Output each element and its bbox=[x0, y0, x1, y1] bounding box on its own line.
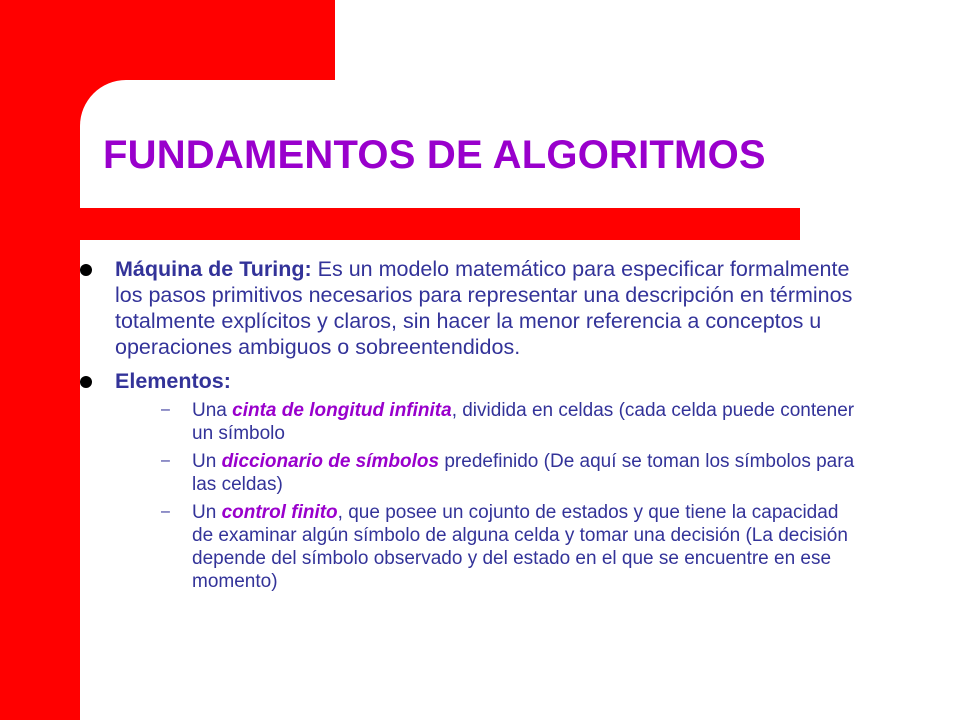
bullet-lead: Elementos: bbox=[115, 369, 231, 393]
sub-bullet-emphasis: control finito bbox=[221, 502, 338, 523]
sub-bullet-emphasis: diccionario de símbolos bbox=[221, 451, 440, 472]
sub-bullet-post: , dividida en celdas (cada celda puede contener un símbolo bbox=[192, 400, 855, 444]
red-title-underline-bar bbox=[80, 208, 800, 240]
sub-bullet-diccionario bbox=[115, 450, 860, 496]
bullet-text: Es un modelo matemático para especificar formalmente los pasos primitivos necesarios para representar una descripción en términos totalmente explícitos y claros, sin hacer la menor referencia a conceptos u operaciones ambiguos o sobreentendidos. bbox=[115, 257, 853, 359]
content-area bbox=[80, 256, 860, 601]
sub-bullet-pre: Un bbox=[192, 502, 222, 523]
sub-bullet-post: predefinido (De aquí se toman los símbolos para las celdas) bbox=[192, 451, 855, 495]
sub-bullet-post: , que posee un cojunto de estados y que tiene la capacidad de examinar algún símbolo de alguna celda y tomar una decisión (La decisión depende del símbolo observado y del estado en el que se encuentre en ese momento) bbox=[192, 502, 848, 592]
bullet-maquina-de-turing bbox=[80, 256, 860, 360]
bullet-elementos bbox=[80, 368, 860, 593]
dash-icon: – bbox=[161, 452, 170, 469]
bullet-lead: Máquina de Turing: bbox=[115, 257, 312, 281]
bullet-dot-icon bbox=[80, 264, 92, 276]
sub-bullet-pre: Un bbox=[192, 451, 222, 472]
sub-bullet-emphasis: cinta de longitud infinita bbox=[232, 400, 452, 421]
sub-bullet-pre: Una bbox=[192, 400, 233, 421]
bullet-dot-icon bbox=[80, 376, 92, 388]
dash-icon: – bbox=[161, 401, 170, 418]
slide-title: FUNDAMENTOS DE ALGORITMOS bbox=[103, 133, 766, 177]
sub-bullet-cinta bbox=[115, 399, 860, 445]
red-side-band bbox=[0, 0, 80, 720]
sub-bullet-control bbox=[115, 501, 860, 593]
dash-icon: – bbox=[161, 503, 170, 520]
